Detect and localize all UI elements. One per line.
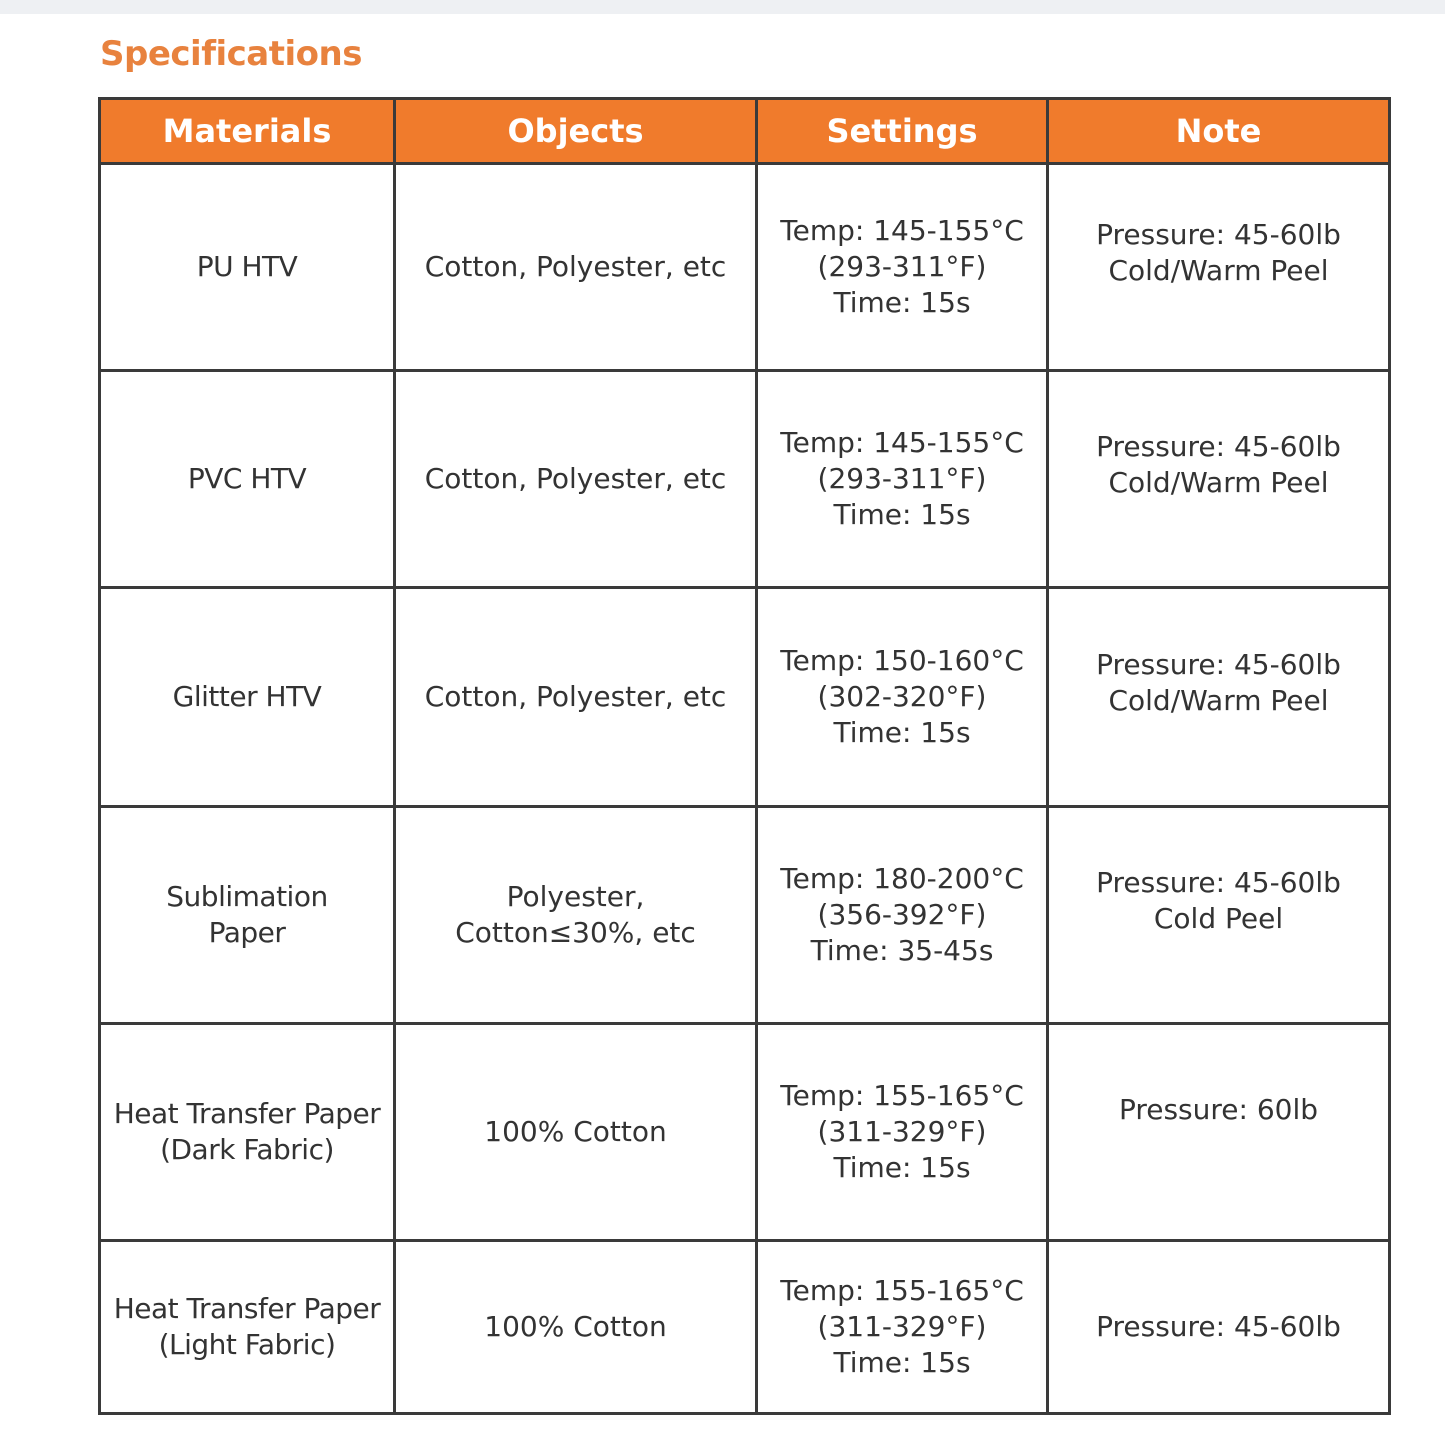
header-settings: Settings bbox=[757, 99, 1048, 164]
table-row bbox=[100, 371, 1390, 588]
table-row bbox=[100, 164, 1390, 371]
cell-note bbox=[1048, 807, 1390, 1024]
cell-settings: Temp: 145-155°C (293-311°F) Time: 15s bbox=[757, 371, 1048, 588]
top-bar bbox=[0, 0, 1445, 14]
cell-settings: Temp: 155-165°C (311-329°F) Time: 15s bbox=[757, 1024, 1048, 1241]
table-row bbox=[100, 807, 1390, 1024]
page-title: Specifications bbox=[100, 34, 362, 74]
cell-material: Heat Transfer Paper (Light Fabric) bbox=[100, 1241, 395, 1414]
header-materials: Materials bbox=[100, 99, 395, 164]
header-note: Note bbox=[1048, 99, 1390, 164]
note-text: Pressure: 60lb bbox=[1118, 1093, 1319, 1126]
cell-objects: 100% Cotton bbox=[395, 1024, 757, 1241]
cell-note bbox=[1048, 164, 1390, 371]
cell-material: PU HTV bbox=[100, 164, 395, 371]
cell-objects: Polyester, Cotton≤30%, etc bbox=[395, 807, 757, 1024]
table-row bbox=[100, 1024, 1390, 1241]
table-row bbox=[100, 588, 1390, 807]
note-text: Pressure: 45-60lb Cold/Warm Peel bbox=[1096, 430, 1341, 499]
cell-material: Sublimation Paper bbox=[100, 807, 395, 1024]
cell-material: Glitter HTV bbox=[100, 588, 395, 807]
cell-note bbox=[1048, 1024, 1390, 1241]
cell-settings: Temp: 155-165°C (311-329°F) Time: 15s bbox=[757, 1241, 1048, 1414]
table-header-row bbox=[100, 99, 1390, 164]
header-objects: Objects bbox=[395, 99, 757, 164]
table-row bbox=[100, 1241, 1390, 1414]
cell-objects: Cotton, Polyester, etc bbox=[395, 588, 757, 807]
cell-material: PVC HTV bbox=[100, 371, 395, 588]
cell-settings: Temp: 145-155°C (293-311°F) Time: 15s bbox=[757, 164, 1048, 371]
cell-objects: Cotton, Polyester, etc bbox=[395, 371, 757, 588]
cell-note bbox=[1048, 371, 1390, 588]
note-text: Pressure: 45-60lb bbox=[1096, 1310, 1341, 1343]
note-text: Pressure: 45-60lb Cold Peel bbox=[1096, 866, 1341, 935]
cell-settings: Temp: 180-200°C (356-392°F) Time: 35-45s bbox=[757, 807, 1048, 1024]
cell-objects: 100% Cotton bbox=[395, 1241, 757, 1414]
cell-note bbox=[1048, 1241, 1390, 1414]
note-text: Pressure: 45-60lb Cold/Warm Peel bbox=[1096, 648, 1341, 717]
note-text: Pressure: 45-60lb Cold/Warm Peel bbox=[1096, 218, 1341, 287]
cell-material: Heat Transfer Paper (Dark Fabric) bbox=[100, 1024, 395, 1241]
cell-settings: Temp: 150-160°C (302-320°F) Time: 15s bbox=[757, 588, 1048, 807]
cell-objects: Cotton, Polyester, etc bbox=[395, 164, 757, 371]
cell-note bbox=[1048, 588, 1390, 807]
specifications-table bbox=[98, 97, 1391, 1415]
